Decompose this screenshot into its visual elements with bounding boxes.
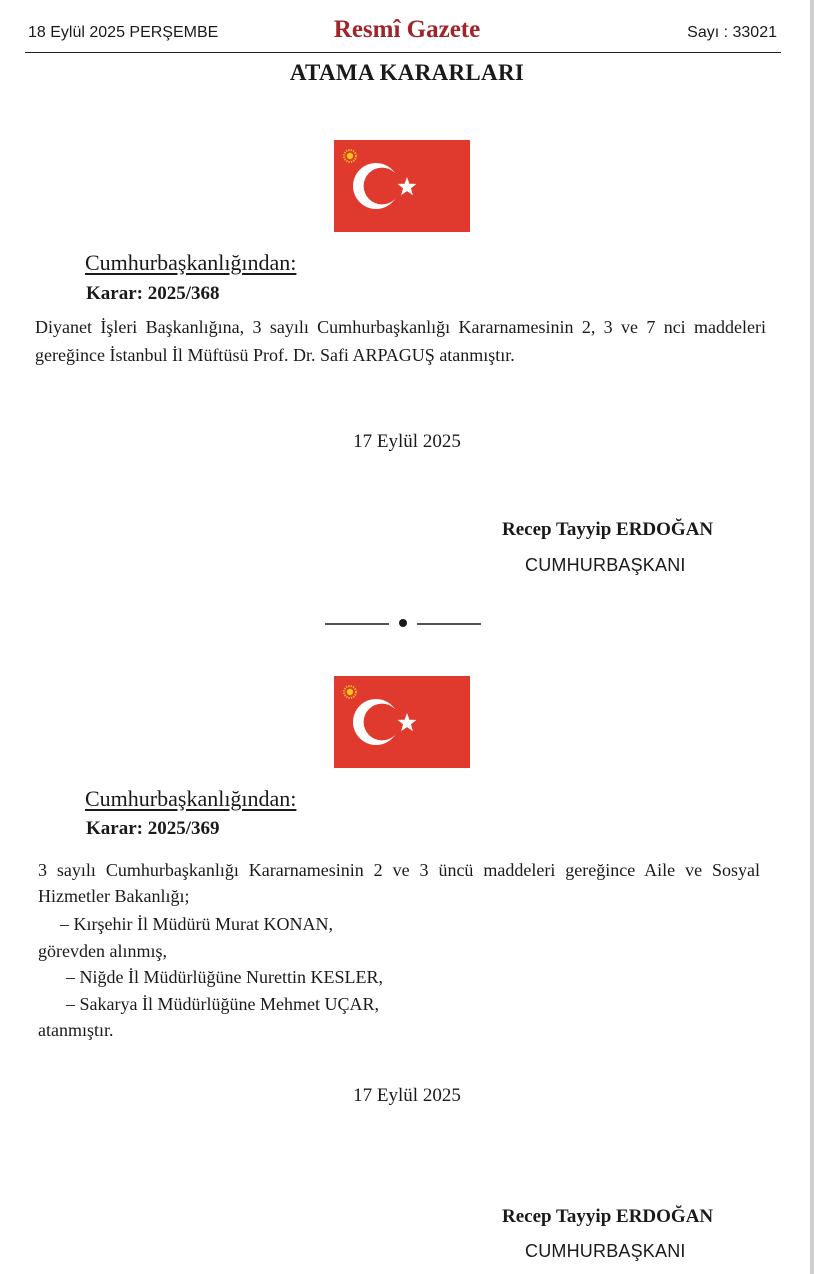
decision-date: 17 Eylül 2025 bbox=[353, 431, 461, 452]
appointed-item: – Niğde İl Müdürlüğüne Nurettin KESLER, bbox=[66, 967, 383, 987]
signer-title: CUMHURBAŞKANI bbox=[525, 1241, 686, 1261]
gazette-title: Resmî Gazete bbox=[333, 16, 481, 43]
turkish-flag-icon bbox=[334, 676, 470, 768]
signer-name: Recep Tayyip ERDOĞAN bbox=[502, 519, 714, 540]
page-edge bbox=[810, 0, 814, 1274]
decision-number: Karar: 2025/369 bbox=[86, 818, 220, 839]
turkish-flag-icon bbox=[334, 140, 470, 232]
bullet-separator-icon bbox=[325, 612, 481, 634]
authority-heading: Cumhurbaşkanlığından: bbox=[85, 250, 297, 275]
dismissed-label: görevden alınmış, bbox=[38, 941, 167, 961]
appointed-item: – Sakarya İl Müdürlüğüne Mehmet UÇAR, bbox=[66, 994, 379, 1014]
decision-number: Karar: 2025/368 bbox=[86, 283, 220, 304]
signer-name: Recep Tayyip ERDOĞAN bbox=[502, 1206, 714, 1227]
header-rule bbox=[25, 52, 781, 53]
authority-heading: Cumhurbaşkanlığından: bbox=[85, 786, 297, 811]
dismissed-item: – Kırşehir İl Müdürü Murat KONAN, bbox=[60, 914, 333, 934]
decision-intro: 3 sayılı Cumhurbaşkanlığı Kararnamesinin 2 ve 3 üncü maddeleri gereğince Aile ve Sosyal Hizmetler Bakanlığı; bbox=[38, 860, 760, 906]
decision-body: Diyanet İşleri Başkanlığına, 3 sayılı Cumhurbaşkanlığı Kararnamesinin 2, 3 ve 7 nci maddeleri gereğince İstanbul İl Müftüsü Prof. Dr. Safi ARPAGUŞ atanmıştır. bbox=[35, 317, 766, 365]
appointed-label: atanmıştır. bbox=[38, 1020, 114, 1040]
issue-number: Sayı : 33021 bbox=[687, 24, 777, 41]
issue-date: 18 Eylül 2025 PERŞEMBE bbox=[28, 24, 219, 41]
section-title: ATAMA KARARLARI bbox=[289, 60, 525, 85]
decision-date: 17 Eylül 2025 bbox=[353, 1085, 461, 1106]
signer-title: CUMHURBAŞKANI bbox=[525, 555, 686, 575]
